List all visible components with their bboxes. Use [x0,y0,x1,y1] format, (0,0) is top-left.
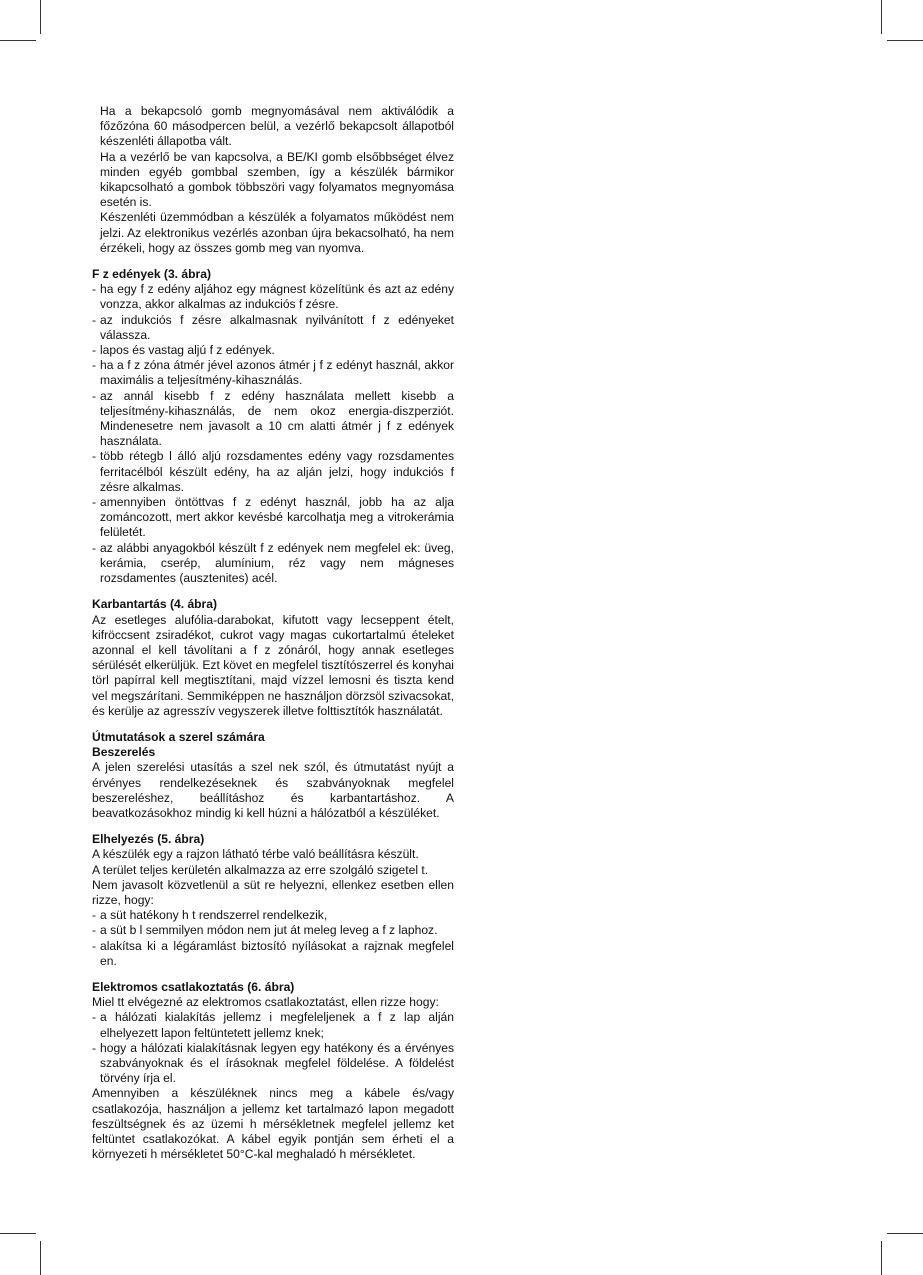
section-installer [92,730,454,821]
list-item: - alakítsa ki a légáramlást biztosító nyílásokat a rajznak megfelel en. [92,939,454,969]
crop-mark [40,0,41,34]
crop-mark [881,1241,882,1275]
list-item: - a süt b l semmilyen módon nem jut át meleg leveg a f z laphoz. [92,923,454,938]
list-item: - amennyiben öntöttvas f z edényt használ, jobb ha az alja zománcozott, mert akkor kevésbé karcolhatja meg a vitrokerámia felületét. [92,495,454,541]
list-item: - az alábbi anyagokból készült f z edények nem megfelel ek: üveg, kerámia, cserép, alumínium, réz vagy nem mágneses rozsdamentes (ausztenites) acél. [92,541,454,587]
body-paragraph: Amennyiben a készüléknek nincs meg a kábele és/vagy csatlakozója, használjon a jellemz ket tartalmazó lapon megadott feszültségnek és az üzemi h mérsékletnek megfelel jellemz ket feltüntet csatlakozókat. A kábel egyik pontján sem érheti el a környezeti h mérsékletet 50°C-kal meghaladó h mérsékletet. [92,1086,454,1162]
intro-paragraph: Ha a vezérlő be van kapcsolva, a BE/KI gomb elsőbbséget élvez minden egyéb gombbal szemben, így a készülék bármikor kikapcsolható a gombok többszöri vagy folyamatos megnyomása esetén is. [100,149,454,210]
list-item: - az indukciós f zésre alkalmasnak nyilvánított f z edényeket válassza. [92,313,454,343]
crop-mark [887,1233,923,1234]
list-item: - ha egy f z edény aljához egy mágnest közelítünk és azt az edény vonzza, akkor alkalmas az indukciós f zésre. [92,282,454,312]
electrical-list [92,1010,454,1086]
body-line: A készülék egy a rajzon látható térbe való beállításra készült. [92,847,419,862]
list-item: - lapos és vastag aljú f z edények. [92,343,454,358]
crop-mark [0,1233,36,1234]
section-placement [92,832,454,969]
placement-list [92,908,454,969]
list-item: - a hálózati kialakítás jellemz i megfeleljenek a f z lap alján elhelyezett lapon feltüntetett jellemz knek; [92,1010,454,1040]
section-title: Elhelyezés (5. ábra) [92,832,205,847]
list-item: - hogy a hálózati kialakításnak legyen egy hatékony és a érvényes szabványoknak és el írásoknak megfelel földelése. A földelést törvény írja el. [92,1041,454,1087]
body-paragraph: Az esetleges alufólia-darabokat, kifutott vagy lecseppent ételt, kifröccsent zsiradékot, cukrot vagy magas cukortartalmú ételeket azonnal el kell távolítani a f z zónáról, hogy annak esetleges sérülését elkerüljük. Ezt követ en megfelel tisztítószerrel és konyhai törl papírral kell megtisztítani, majd vízzel lemosni és tiszta kend vel megszárítani. Semmiképpen ne használjon dörzsöl szivacsokat, és kerülje az agresszív vegyszerek illetve folttisztítók használatát. [92,612,454,718]
intro-paragraph: Készenléti üzemmódban a készülék a folyamatos működést nem jelzi. Az elektronikus vezérlés azonban újra bekacsolható, ha nem érzékeli, hogy az összes gomb meg van nyomva. [100,210,454,255]
section-maintenance [92,597,454,719]
body-line: A terület teljes kerületén alkalmazza az erre szolgáló szigetel t. [92,862,429,877]
crop-mark [0,40,36,41]
body-line: Nem javasolt közvetlenül a süt re helyezni, ellenkez esetben ellen rizze, hogy: [92,877,454,907]
crop-mark [881,0,882,34]
intro-paragraph: Ha a bekapcsoló gomb megnyomásával nem aktiválódik a főzőzóna 60 másodpercen belül, a vezérlő bekapcsolt állapotból készenléti állapotba vált. [100,104,454,149]
section-electrical [92,980,454,1162]
list-item: - az annál kisebb f z edény használata mellett kisebb a teljesítmény-kihasználás, de nem okoz energia-diszperziót. Mindenesetre nem javasolt a 10 cm alatti átmér j f z edények használata. [92,389,454,450]
list-item: - több rétegb l álló aljú rozsdamentes edény vagy rozsdamentes ferritacélból készült edény, ha az alján jelzi, hogy indukciós f zésre alkalmas. [92,449,454,495]
section-subtitle: Beszerelés [92,745,156,760]
intro-block [92,104,454,256]
body-line: Miel tt elvégezné az elektromos csatlakoztatást, ellen rizze hogy: [92,995,439,1010]
body-paragraph: A jelen szerelési utasítás a szel nek szól, és útmutatást nyújt a érvényes rendelkezéseknek és szabványoknak megfelel beszereléshez, beállításhoz és karbantartáshoz. A beavatkozásokhoz mindig ki kell húzni a hálózatból a készüléket. [92,760,454,820]
section-title: Útmutatások a szerel számára [92,729,265,744]
section-title: F z edények (3. ábra) [92,267,211,282]
crop-mark [40,1241,41,1275]
section-title: Karbantartás (4. ábra) [92,597,218,612]
section-pans [92,267,454,586]
pans-list [92,282,454,586]
crop-mark [887,40,923,41]
section-title: Elektromos csatlakoztatás (6. ábra) [92,979,295,994]
list-item: - a süt hatékony h t rendszerrel rendelkezik, [92,908,454,923]
document-page [92,104,454,1162]
list-item: - ha a f z zóna átmér jével azonos átmér j f z edényt használ, akkor maximális a teljesítmény-kihasználás. [92,358,454,388]
